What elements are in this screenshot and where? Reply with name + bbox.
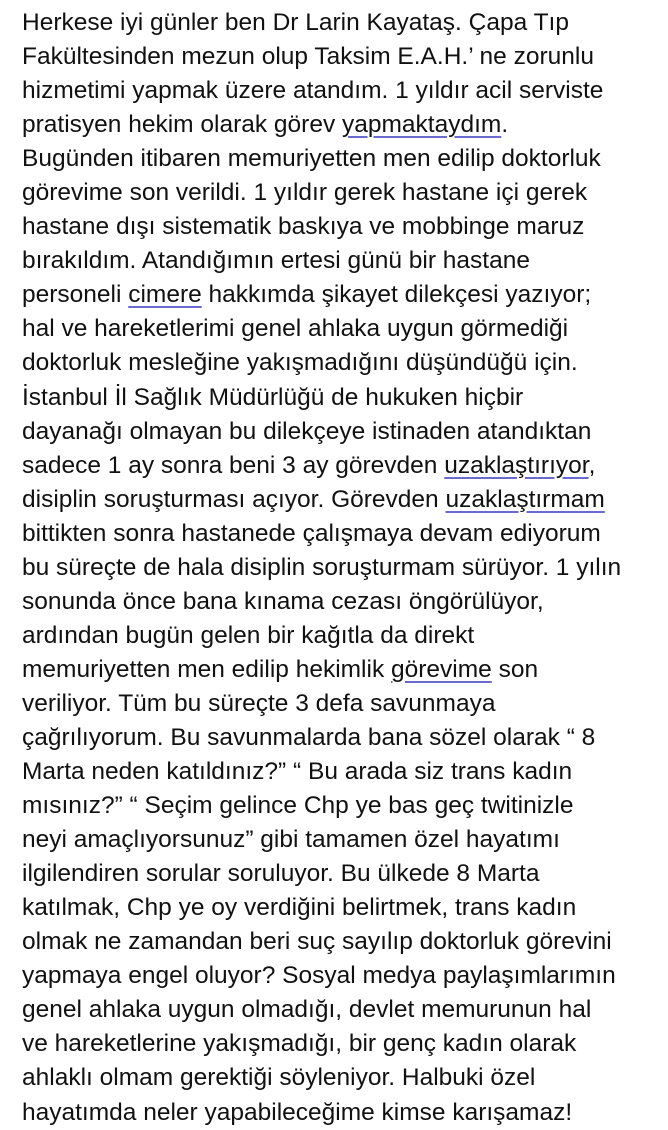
text-segment: doktorluk mesleğine yakışmadığını düşündüğü için. [22, 349, 578, 377]
text-line [22, 585, 668, 619]
text-line [22, 1027, 668, 1061]
text-segment: görevime son verildi. 1 yıldır gerek hastane içi gerek [22, 179, 588, 207]
text-segment: ardından bugün gelen bir kağıtla da direkt [22, 621, 475, 649]
text-segment: hal ve hareketlerimi genel ahlaka uygun görmediği [22, 315, 569, 343]
text-segment: neyi amaçlıyorsunuz” gibi tamamen özel hayatımı [22, 826, 560, 854]
text-line [22, 40, 668, 74]
text-segment: katılmak, Chp ye oy verdiğini belirtmek, trans kadın [22, 894, 577, 922]
text-line [22, 925, 668, 959]
text-line [22, 244, 668, 278]
text-line [22, 278, 668, 312]
text-segment: sonunda önce bana kınama cezası öngörülüyor, [22, 587, 544, 615]
text-line [22, 1096, 668, 1130]
text-line [22, 823, 668, 857]
text-line [22, 210, 668, 244]
text-segment: pratisyen hekim olarak görev [22, 111, 343, 139]
text-segment: genel ahlaka uygun olmadığı, devlet memurunun hal [22, 996, 592, 1024]
text-line [22, 415, 668, 449]
text-segment: personeli [22, 281, 129, 309]
text-line [22, 653, 668, 687]
text-segment: hastane dışı sistematik baskıya ve mobbinge maruz [22, 213, 585, 241]
text-line [22, 74, 668, 108]
text-segment: bu süreçte de hala disiplin soruşturmam sürüyor. 1 yılın [22, 553, 622, 581]
text-segment: veriliyor. Tüm bu süreçte 3 defa savunmaya [22, 689, 496, 717]
spellcheck-underlined-word: uzaklaştırıyor [444, 451, 589, 479]
text-line [22, 517, 668, 551]
spellcheck-underlined-word: yapmaktaydım [342, 111, 502, 139]
text-line [22, 449, 668, 483]
text-segment: bittikten sonra hastanede çalışmaya devam ediyorum [22, 519, 601, 547]
spellcheck-underlined-word: görevime [391, 655, 492, 683]
text-segment: yapmaya engel oluyor? Sosyal medya paylaşımlarımın [22, 962, 616, 990]
text-segment: İstanbul İl Sağlık Müdürlüğü de hukuken hiçbir [22, 383, 524, 411]
text-line [22, 891, 668, 925]
text-segment: memuriyetten men edilip hekimlik [22, 655, 391, 683]
text-line [22, 721, 668, 755]
text-line [22, 483, 668, 517]
text-line [22, 993, 668, 1027]
text-line [22, 551, 668, 585]
text-segment: Herkese iyi günler ben Dr Larin Kayataş. Çapa Tıp [22, 9, 569, 36]
text-segment: Marta neden katıldınız?” “ Bu arada siz trans kadın [22, 758, 573, 786]
text-segment: Bugünden itibaren memuriyetten men edilip doktorluk [22, 145, 601, 173]
text-line [22, 176, 668, 210]
text-segment: ahlaklı olmam gerektiği söyleniyor. Halbuki özel [22, 1064, 536, 1092]
text-segment: , [588, 451, 596, 479]
text-line [22, 312, 668, 346]
text-segment: ilgilendiren sorular soruluyor. Bu ülkede 8 Marta [22, 860, 540, 888]
text-segment: olmak ne zamandan beri suç sayılıp doktorluk görevini [22, 928, 612, 956]
text-segment: çağrılıyorum. Bu savunmalarda bana sözel olarak “ 8 [22, 723, 596, 751]
text-segment: hizmetimi yapmak üzere atandım. 1 yıldır acil serviste [22, 77, 604, 105]
text-segment: hakkımda şikayet dilekçesi yazıyor; [201, 281, 592, 309]
text-line [22, 755, 668, 789]
text-segment: disiplin soruşturması açıyor. Görevden [22, 485, 446, 513]
text-line [22, 857, 668, 891]
text-segment: mısınız?” “ Seçim gelince Chp ye bas geç twitinizle [22, 792, 574, 820]
text-segment: hayatımda neler yapabileceğime kimse karışamaz! [22, 1098, 573, 1126]
text-segment: Fakültesinden mezun olup Taksim E.A.H.’ ne zorunlu [22, 43, 594, 71]
text-segment: . [501, 111, 509, 139]
text-segment: bırakıldım. Atandığımın ertesi günü bir hastane [22, 247, 530, 275]
text-segment: son [491, 655, 539, 683]
text-line [22, 619, 668, 653]
text-line [22, 108, 668, 142]
text-segment: dayanağı olmayan bu dilekçeye istinaden atandıktan [22, 417, 592, 445]
text-line [22, 789, 668, 823]
text-line [22, 687, 668, 721]
text-line [22, 6, 668, 40]
text-line [22, 381, 668, 415]
spellcheck-underlined-word: cimere [128, 281, 202, 309]
spellcheck-underlined-word: uzaklaştırmam [445, 485, 605, 513]
text-line [22, 142, 668, 176]
text-segment: ve hareketlerine yakışmadığı, bir genç kadın olarak [22, 1030, 577, 1058]
text-line [22, 346, 668, 380]
text-line [22, 1061, 668, 1095]
text-line [22, 959, 668, 993]
text-segment: sadece 1 ay sonra beni 3 ay görevden [22, 451, 445, 479]
